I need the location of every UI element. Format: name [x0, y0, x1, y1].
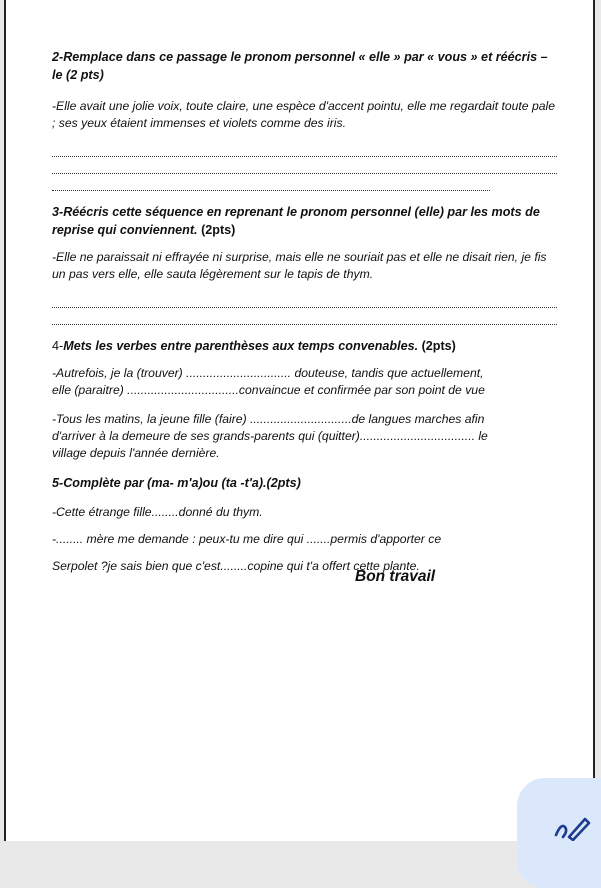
q2-title: 2-Remplace dans ce passage le pronom personnel « elle » par « vous » et réécris –le (2 pts): [52, 50, 548, 82]
q4-line: -Autrefois, je la (trouver) ............................... douteuse, tandis que actuellement,: [52, 366, 484, 380]
worksheet-content: [52, 48, 557, 575]
answer-line: [52, 157, 557, 174]
q5-line: -........ mère me demande : peux-tu me dire qui .......permis d'apporter ce: [52, 532, 442, 546]
q5-line: Serpolet ?je sais bien que c'est........copine qui t'a offert cette plante.: [52, 559, 420, 573]
q4-title-text: Mets les verbes entre parenthèses aux temps convenables.: [63, 339, 419, 353]
q4-num: 4-: [52, 339, 64, 353]
q2-passage: -Elle avait une jolie voix, toute claire, une espèce d'accent pointu, elle me regardait toute pale ; ses yeux étaient immenses et violets comme des iris.: [52, 99, 555, 130]
q3-title: [52, 203, 557, 239]
q3-passage: -Elle ne paraissait ni effrayée ni surprise, mais elle ne souriait pas et elle ne disait rien, je fis un pas vers elle, elle sauta légèrement sur le tapis de thym.: [52, 250, 547, 281]
answer-line: [52, 291, 557, 308]
q4-line: d'arriver à la demeure de ses grands-parents qui (quitter).................................. le: [52, 429, 488, 443]
q5-line: -Cette étrange fille........donné du thym.: [52, 505, 263, 519]
q4-line: village depuis l'année dernière.: [52, 446, 220, 460]
pen-edit-icon[interactable]: [553, 813, 593, 841]
answer-line: [52, 140, 557, 157]
q3-title-text: 3-Réécris cette séquence en reprenant le pronom personnel (elle) par les mots de reprise qui conviennent.: [52, 205, 540, 237]
q5-title: 5-Complète par (ma- m'a)ou (ta -t'a).(2pts): [52, 476, 301, 490]
q4-line: elle (paraitre) .................................convaincue et confirmée par son point de vue: [52, 383, 485, 397]
closing-text: Bon travail: [355, 568, 436, 585]
q4-title: [52, 337, 557, 355]
q4-line: -Tous les matins, la jeune fille (faire) ..............................de langues marches afin: [52, 412, 485, 426]
answer-line: [52, 174, 490, 191]
q3-points: (2pts): [201, 223, 236, 237]
answer-line: [52, 308, 557, 325]
q4-points: (2pts): [421, 339, 456, 353]
worksheet-page: [4, 0, 595, 841]
